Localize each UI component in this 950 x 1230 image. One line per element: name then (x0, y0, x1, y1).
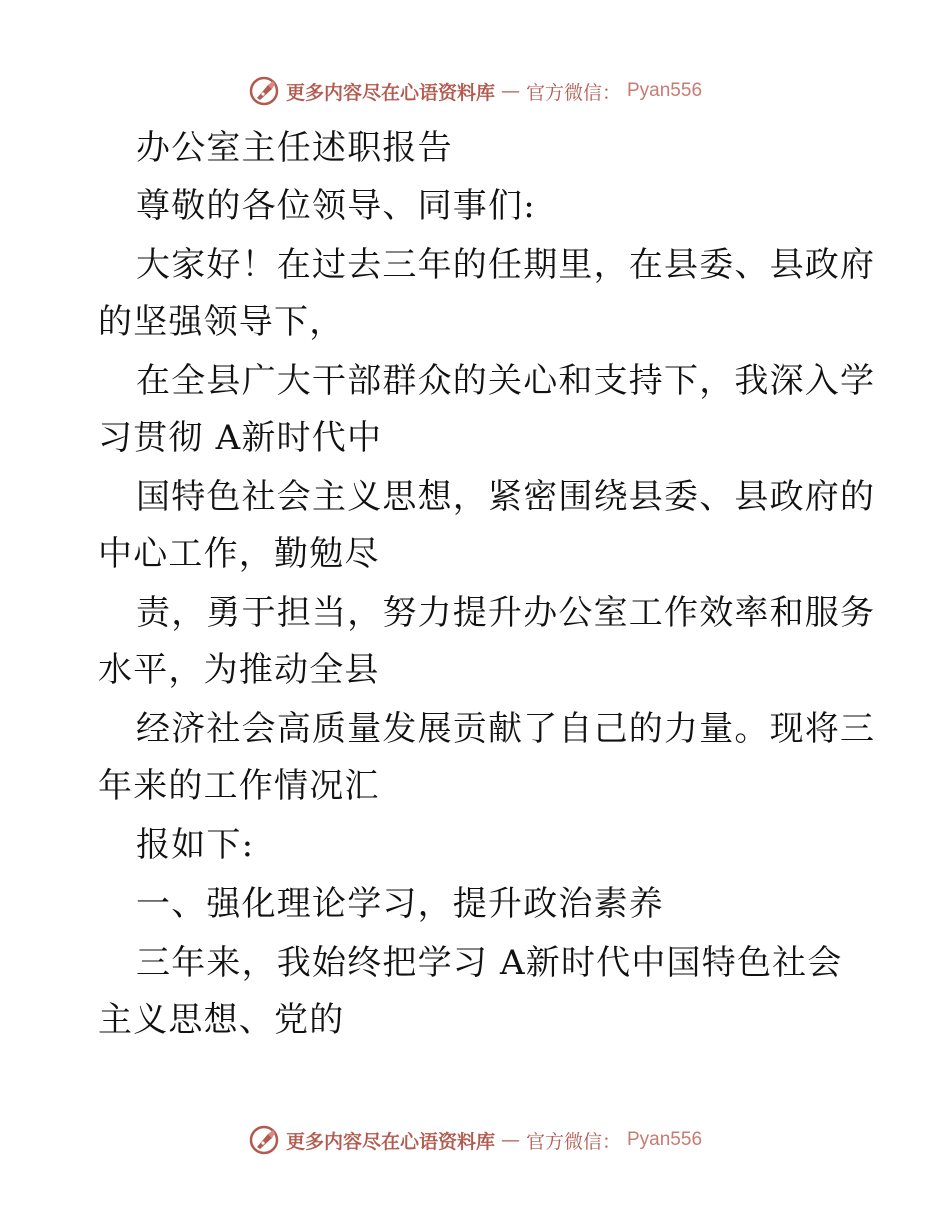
paragraph-line: 大家好！在过去三年的任期里，在县委、县政府 (136, 245, 876, 285)
footer-watermark (0, 1120, 950, 1160)
paragraph-line: 的坚强领导下， (98, 302, 345, 342)
watermark-label: 官方微信： (525, 1130, 621, 1153)
document-title: 办公室主任述职报告 (136, 128, 453, 168)
section-heading: 一、强化理论学习，提升政治素养 (136, 884, 664, 924)
pen-nib-logo-icon (248, 1124, 280, 1156)
header-watermark (0, 71, 950, 111)
watermark-dash: — (500, 1129, 520, 1151)
paragraph-line: 报如下: (136, 825, 255, 865)
watermark-dash: — (500, 80, 520, 102)
watermark-text: 更多内容尽在心语资料库 (285, 1130, 495, 1153)
watermark-id: Pyan556 (627, 1129, 703, 1150)
paragraph-line: 尊敬的各位领导、同事们: (136, 186, 536, 226)
paragraph-line: 年来的工作情况汇 (98, 766, 380, 806)
paragraph-line: 在全县广大干部群众的关心和支持下，我深入学 (136, 361, 876, 401)
paragraph-line: 三年来，我始终把学习 A新时代中国特色社会 (136, 943, 843, 983)
watermark-label: 官方微信： (525, 81, 621, 104)
watermark-text: 更多内容尽在心语资料库 (285, 81, 495, 104)
paragraph-line: 经济社会高质量发展贡献了自己的力量。现将三 (136, 709, 876, 749)
paragraph-line: 国特色社会主义思想，紧密围绕县委、县政府的 (136, 477, 876, 517)
paragraph-line: 主义思想、党的 (98, 1000, 345, 1040)
paragraph-line: 责，勇于担当，努力提升办公室工作效率和服务 (136, 593, 876, 633)
paragraph-line: 习贯彻 A新时代中 (98, 418, 383, 458)
pen-nib-logo-icon (248, 75, 280, 107)
paragraph-line: 水平，为推动全县 (98, 650, 380, 690)
paragraph-line: 中心工作，勤勉尽 (98, 534, 380, 574)
watermark-id: Pyan556 (627, 80, 703, 101)
